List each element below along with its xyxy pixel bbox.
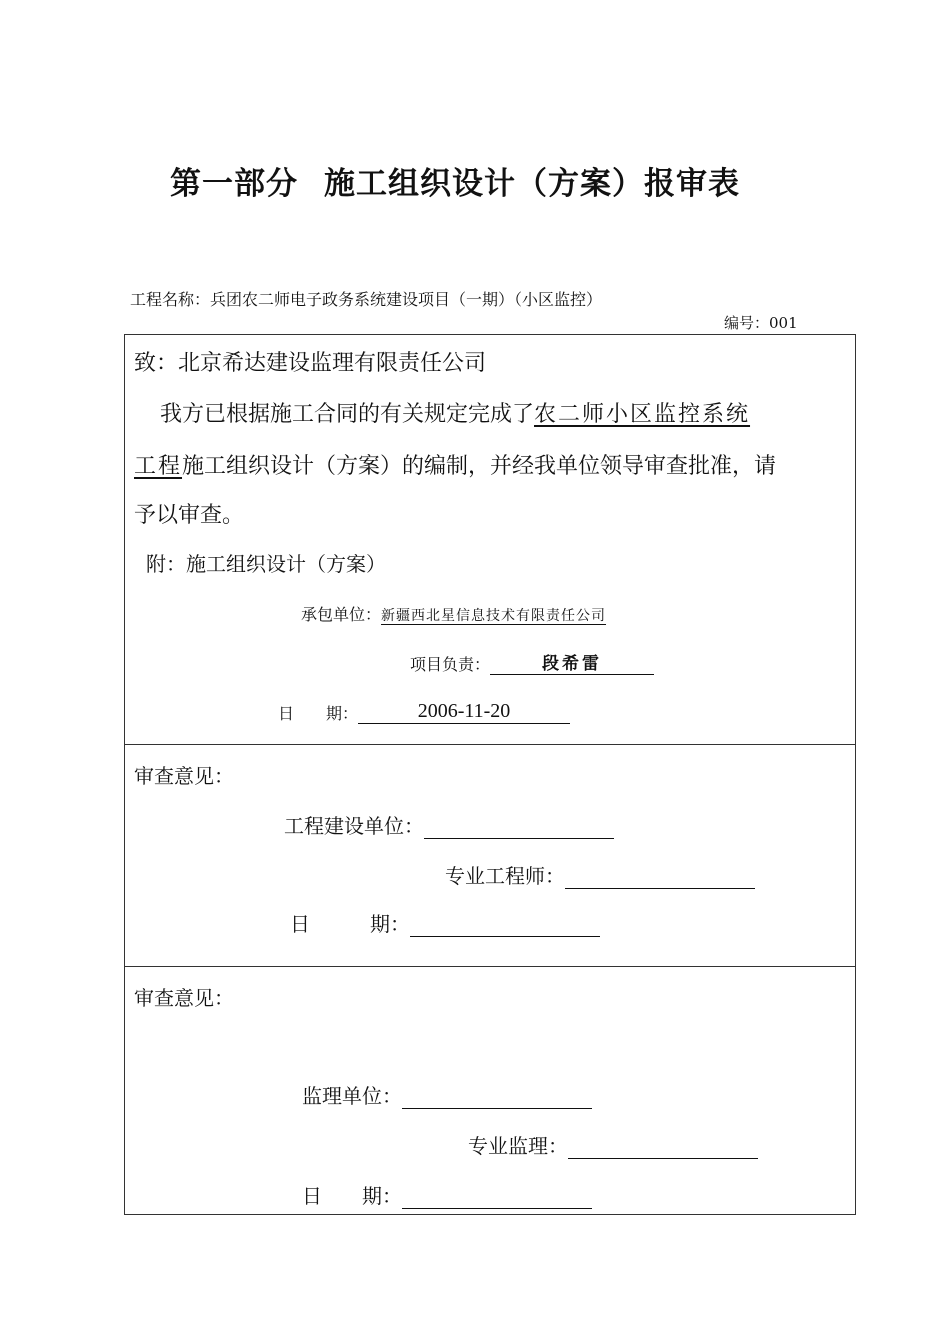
date-label: 日 期： [302, 1184, 402, 1208]
project-underlined: 农二师小区监控系统 [534, 402, 751, 427]
construction-unit-field[interactable] [424, 816, 614, 839]
contractor-row [301, 602, 606, 625]
paragraph-line-2 [134, 449, 776, 480]
row-divider [124, 744, 856, 745]
engineer-label: 专业工程师： [445, 864, 565, 888]
serial-number: 编号：001 [724, 314, 798, 332]
construction-unit-label: 工程建设单位： [284, 814, 424, 838]
pm-label: 项目负责： [410, 655, 491, 674]
paragraph-line-1 [160, 397, 750, 428]
paragraph-end: 予以审查。 [134, 503, 245, 528]
contractor-value: 新疆西北星信息技术有限责任公司 [381, 608, 607, 624]
supervisor-field[interactable] [568, 1136, 758, 1159]
contractor-label: 承包单位： [301, 605, 382, 624]
engineer-row [445, 860, 755, 889]
construction-unit-row [284, 810, 614, 839]
attachment: 附：施工组织设计（方案） [146, 552, 386, 576]
addressee: 致：北京希达建设监理有限责任公司 [134, 351, 487, 376]
pm-row [410, 649, 654, 675]
title-main: 施工组织设计（方案）报审表 [324, 166, 740, 202]
engineer-field[interactable] [565, 866, 755, 889]
date-label: 日 期： [278, 704, 359, 723]
supervision-unit-field[interactable] [402, 1086, 592, 1109]
project-underlined-cont: 工程 [134, 454, 183, 479]
review-heading-2: 审查意见： [134, 986, 234, 1010]
supervision-unit-row [302, 1080, 592, 1109]
supervision-unit-label: 监理单位： [302, 1084, 402, 1108]
date-row-1 [278, 700, 570, 724]
review-heading-1: 审查意见： [134, 764, 234, 788]
paragraph-mid: 施工组织设计（方案）的编制，并经我单位领导审查批准，请 [182, 454, 777, 479]
date-row-2 [290, 908, 600, 937]
date-field[interactable] [410, 914, 600, 937]
date-field[interactable] [402, 1186, 592, 1209]
supervisor-label: 专业监理： [468, 1134, 568, 1158]
project-name: 工程名称：兵团农二师电子政务系统建设项目（一期）（小区监控） [130, 290, 603, 309]
supervisor-row [468, 1130, 758, 1159]
pm-signature: 段希雷 [542, 654, 603, 674]
title-part: 第一部分 [170, 166, 298, 202]
date-value: 2006-11-20 [417, 700, 511, 722]
paragraph-start: 我方已根据施工合同的有关规定完成了 [160, 402, 535, 427]
date-row-3 [302, 1180, 592, 1209]
date-label: 日 期： [290, 912, 410, 936]
page-title [0, 158, 910, 203]
row-divider [124, 966, 856, 967]
